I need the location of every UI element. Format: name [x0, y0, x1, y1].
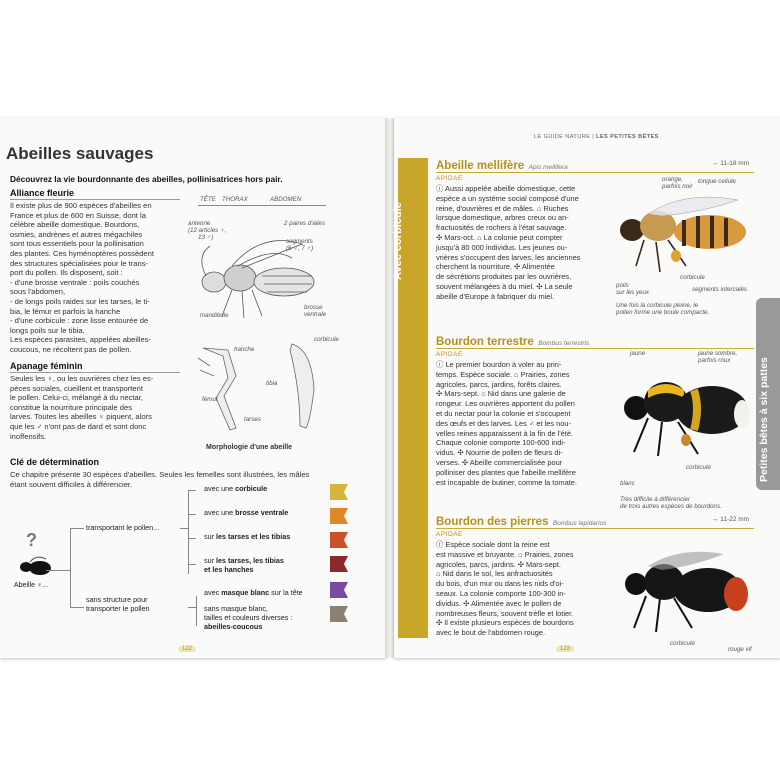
- flag-tarses: [330, 532, 348, 548]
- section-text-alliance: Il existe plus de 900 espèces d'abeilles en France et plus de 600 en Suisse, dont la célèbre abeille domestique. Bourdons, osmies, andrènes et autres mégachiles sont tous essentiels pour la pollinisation des plantes. Ces hyménoptères possèdent des structures spécialisées pour le trans- port du pollen. Ils disposent, soit : - d'une brosse ventrale : poils couchés sous l'abdomen, - de longs poils raides sur les tarses, le ti- bia, le fémur et parfois la hanche - d'une corbicule : zone lisse entourée de longs poils sur le tibia. Les espèces parasites, appelées abeilles- coucous, ne récoltent pas de pollen.: [10, 201, 154, 354]
- key-item-brosse: avec une brosse ventrale: [204, 508, 289, 517]
- morphology-diagram: TÊTE THORAX ABDOMEN antenne (12 articles ♀, 13 ♂) 2 paires d'ailes segments (6 ♀, 7 ♂) mandibule brosse ventrale hanche tibia fémur tarses corbicule Morphologie d'une abeille: [188, 196, 339, 451]
- key-item-coucou-3: abeilles-coucous: [204, 622, 263, 631]
- bee-silhouette-icon: [18, 556, 54, 578]
- section-text-apanage: Seules les ♀, ou les ouvrières chez les es- pèces sociales, cueillent et transportent le pollen. Celui-ci, mélangé à du nectar, constitue la nourriture principale des larves. Toutes les abeilles ♀ piquent, alors que les ♂ n'ont pas de dard et sont donc inoffensifs.: [10, 374, 154, 441]
- right-page: LE GUIDE NATURE | LES PETITES BÊTES Avec corbicule Petites bêtes à six pattes Abeille mellifère Apis mellifera ↔ 11-18 mm APIDAE ⓘ Aussi appelée abeille domestique, cette espèce a un système social composé d'une reine, d'ouvrières et de mâles. ⌂ Ruches lorsque domestique, arbres creux ou an- fractuosités de rochers à l'état sauvage. ✣ Mars-oct. ⌂ La colonie peut compter jusqu'à 80 000 individus. Les jeunes ou- vrières s'occupent des larves, les anciennes cherchent la nourriture. ✣ Alimentée de sécrétions produites par les ouvrières, souvent mélangées à du miel. ✣ La seule abeille d'Europe à fabriquer du miel. orange, parfois noir longue cellule corbicule poils sur les yeux segments intercalés Une fois la corbicule pleine, le pollen forme une boule compacte. Bourdon terrestre Bombus terrestris APIDAE ⓘ Le premier bourdon à voler au prin- temps. Espèce sociale. ⌂ Prairies, zones agricoles, parcs, jardins, forêts claires. ✣ Mars-sept. ⌂ Nid dans une galerie de rongeur. Les ouvrières apportent du pollen et du nectar pour la colonie et s'occupent des œufs et des larves. Les ♂ et les nou- velles reines apparaissent à la fin de l'été. Chaque colonie comporte 100-600 indi- vidus. ✣ Nourrie de pollen de fleurs di- verses. ✣ Abeille commercialisée pour polliniser des plantes que l'abeille mellifère est incapable de butiner, comme la tomate. jaune jaune sombre, parfois roux corbicule blanc Très difficile à différencier de trois autres espèces de bourdons. Bourdon des pierres Bombus lapidarius ↔ 11-22 mm APIDAE ⓘ Espèce sociale dont la reine est est massive et bruyante. ⌂ Prairies, zones agricoles, parcs, jardins. ✣ Mars-sept. ⌂ Nid dans le sol, les anfractuosités du bois, d'un mur ou dans les nids d'oi- seaux. La colonie comporte 100-300 in- dividus. ✣ Alimentée avec le pollen de nombreuses fleurs, souvent trèfle et lotier. ✣ Il existe plusieurs espèces de bourdons avec le bout de l'abdomen rouge. corbicule rouge vif 123: [394, 118, 780, 658]
- flag-coucou: [330, 606, 348, 622]
- key-item-coucou-1: sans masque blanc,: [204, 604, 268, 613]
- section-rule: [10, 372, 180, 373]
- key-item-masque: avec masque blanc sur la tête: [204, 588, 303, 597]
- key-color-flags: [328, 482, 350, 632]
- flag-hanches: [330, 556, 348, 572]
- page-number-right: 123: [556, 646, 574, 652]
- page-number-left: 122: [178, 646, 196, 652]
- species-name: Abeille mellifère: [436, 160, 525, 172]
- bumblebee-lapidarius-illustration: [620, 544, 750, 640]
- key-root-label: Abeille ♀...: [14, 582, 49, 589]
- key-branch-nopollen-1: sans structure pour: [86, 595, 148, 604]
- page-title: Abeilles sauvages: [6, 144, 154, 163]
- chapter-tab-label: Petites bêtes à six pattes: [758, 357, 770, 482]
- flag-masque: [330, 582, 348, 598]
- flag-corbicule: [330, 484, 348, 500]
- section-rule: [10, 199, 180, 200]
- leg-drawing: [188, 338, 258, 438]
- section-heading-cle: Clé de détermination: [10, 457, 100, 467]
- key-item-hanches: sur les tarses, les tibias: [204, 556, 284, 565]
- key-branch-pollen: transportant le pollen...: [86, 523, 160, 532]
- species-name: Bourdon des pierres: [436, 516, 549, 528]
- key-item-corbicule: avec une corbicule: [204, 484, 268, 493]
- key-item-coucou-2: tailles et couleurs diverses :: [204, 613, 293, 622]
- species-name: Bourdon terrestre: [436, 336, 534, 348]
- page-subtitle: Découvrez la vie bourdonnante des abeilles, pollinisatrices hors pair.: [10, 174, 283, 184]
- corbicule-leg-drawing: [284, 340, 324, 430]
- section-heading-alliance: Alliance fleurie: [10, 188, 75, 198]
- key-item-tarses: sur les tarses et les tibias: [204, 532, 291, 541]
- section-heading-apanage: Apanage féminin: [10, 361, 83, 371]
- honeybee-illustration: [614, 186, 754, 278]
- question-mark: ?: [26, 530, 37, 550]
- bumblebee-terrestris-illustration: [618, 356, 752, 466]
- section-text-cle: Ce chapitre présente 30 espèces d'abeilles. Seules les femelles sont illustrées, les mâles étant souvent difficiles à différencier.: [10, 470, 310, 489]
- running-header: LE GUIDE NATURE | LES PETITES BÊTES: [534, 134, 659, 140]
- diagram-caption: Morphologie d'une abeille: [206, 444, 293, 451]
- side-band-label: Avec corbicule: [392, 202, 404, 280]
- flag-brosse: [330, 508, 348, 524]
- key-branch-nopollen-2: transporter le pollen: [86, 604, 150, 613]
- left-page: Abeilles sauvages Découvrez la vie bourdonnante des abeilles, pollinisatrices hors pair. Alliance fleurie Il existe plus de 900 espèces d'abeilles en France et plus de 600 en Suisse, dont la célèbre abeille domestique. Bourdons, osmies, andrènes et autres mégachiles sont tous essentiels pour la pollinisation des plantes. Ces hyménoptères possèdent des structures spécialisées pour le trans- port du pollen. Ils disposent, soit : - d'une brosse ventrale : poils couchés sous l'abdomen, - de longs poils raides sur les tarses, le ti- bia, le fémur et parfois la hanche - d'une corbicule : zone lisse entourée de longs poils sur le tibia. Les espèces parasites, appelées abeilles- coucous, ne récoltent pas de pollen. Apanage féminin Seules les ♀, ou les ouvrières chez les es- pèces sociales, cueillent et transportent le pollen. Celui-ci, mélangé à du nectar, constitue la nourriture principale des larves. Toutes les abeilles ♀ piquent, alors que les ♂ n'ont pas de dard et sont donc inoffensifs. TÊTE THORAX ABDOMEN antenne (12 articles ♀, 13 ♂) 2 paires d'ailes segments (6 ♀, 7 ♂) mandibule brosse ventrale hanche tibia fémur tarses corbicule Morphologie d'une abeille Clé de détermination Ce chapitre présente 30 espèces d'abeilles. Seules les femelles sont illustrées, les mâles étant souvent difficiles à différencier. ? Abeille ♀... transportant le pollen... sans structure pour transporter le pollen avec une corbicule avec une brosse ventrale sur les tarses et les tibias sur les tarses, les tibias et les hanches avec masque blanc sur la tête sans masque blanc, tailles et couleurs diverses : abeilles-coucous 122: [0, 118, 386, 658]
- bee-drawing: [192, 236, 332, 326]
